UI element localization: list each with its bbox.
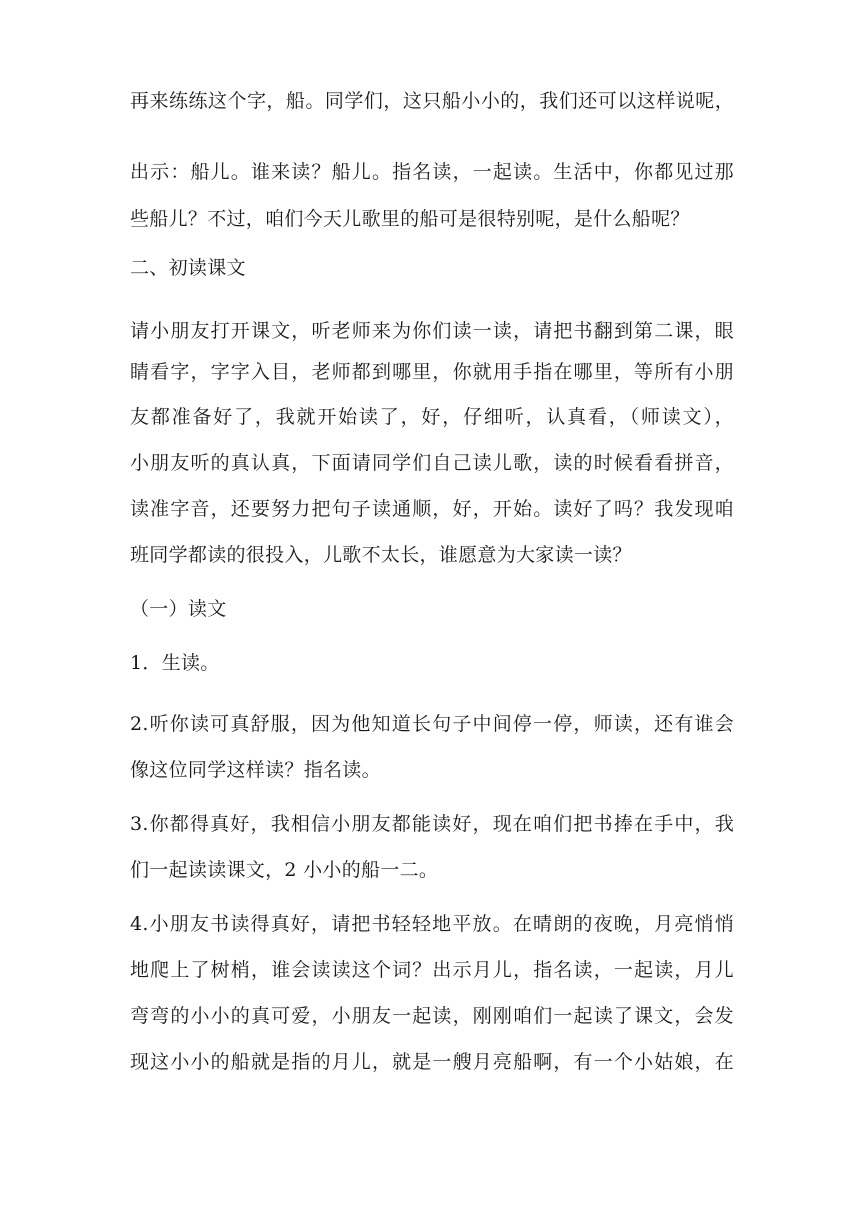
paragraph-2-line-2: 睛看字，字字入目，老师都到哪里，你就用手指在哪里，等所有小朋 [130, 361, 734, 383]
list-item-4-line-3: 弯弯的小小的真可爱，小朋友一起读，刚刚咱们一起读了课文，会发 [130, 1005, 734, 1027]
list-item-3-line-2: 们一起读读课文，2 小小的船一二。 [130, 859, 439, 881]
list-item-2-line-1: 2.听你读可真舒服，因为他知道长句子中间停一停，师读，还有谁会 [130, 713, 734, 735]
paragraph-1-line-2: 出示：船儿。谁来读？船儿。指名读，一起读。生活中，你都见过那 [130, 161, 734, 183]
list-item-3-line-1: 3.你都得真好，我相信小朋友都能读好，现在咱们把书捧在手中，我 [130, 813, 734, 835]
paragraph-1-line-3: 些船儿？不过，咱们今天儿歌里的船可是很特别呢，是什么船呢？ [130, 208, 690, 230]
section-heading: 二、初读课文 [130, 257, 246, 279]
paragraph-2-line-1: 请小朋友打开课文，听老师来为你们读一读，请把书翻到第二课，眼 [130, 320, 734, 342]
list-item-4-line-4: 现这小小的船就是指的月儿，就是一艘月亮船啊，有一个小姑娘，在 [130, 1051, 734, 1073]
list-item-2-line-2: 像这位同学这样读？指名读。 [130, 759, 381, 781]
list-item-1: 1．生读。 [130, 652, 220, 674]
paragraph-2-line-5: 读准字音，还要努力把句子读通顺，好，开始。读好了吗？我发现咱 [130, 498, 734, 520]
paragraph-1-line-1: 再来练练这个字，船。同学们，这只船小小的，我们还可以这样说呢， [130, 90, 734, 112]
paragraph-2-line-6: 班同学都读的很投入，儿歌不太长，谁愿意为大家读一读？ [130, 544, 632, 566]
list-item-4-line-1: 4.小朋友书读得真好，请把书轻轻地平放。在晴朗的夜晚，月亮悄悄 [130, 913, 734, 935]
paragraph-2-line-4: 小朋友听的真认真，下面请同学们自己读儿歌，读的时候看看拼音， [130, 452, 734, 474]
list-item-4-line-2: 地爬上了树梢，谁会读读这个词？出示月儿，指名读，一起读，月儿 [130, 959, 734, 981]
paragraph-2-line-3: 友都准备好了，我就开始读了，好，仔细听，认真看，（师读文）， [130, 406, 734, 428]
subsection-heading: （一）读文 [130, 598, 227, 620]
